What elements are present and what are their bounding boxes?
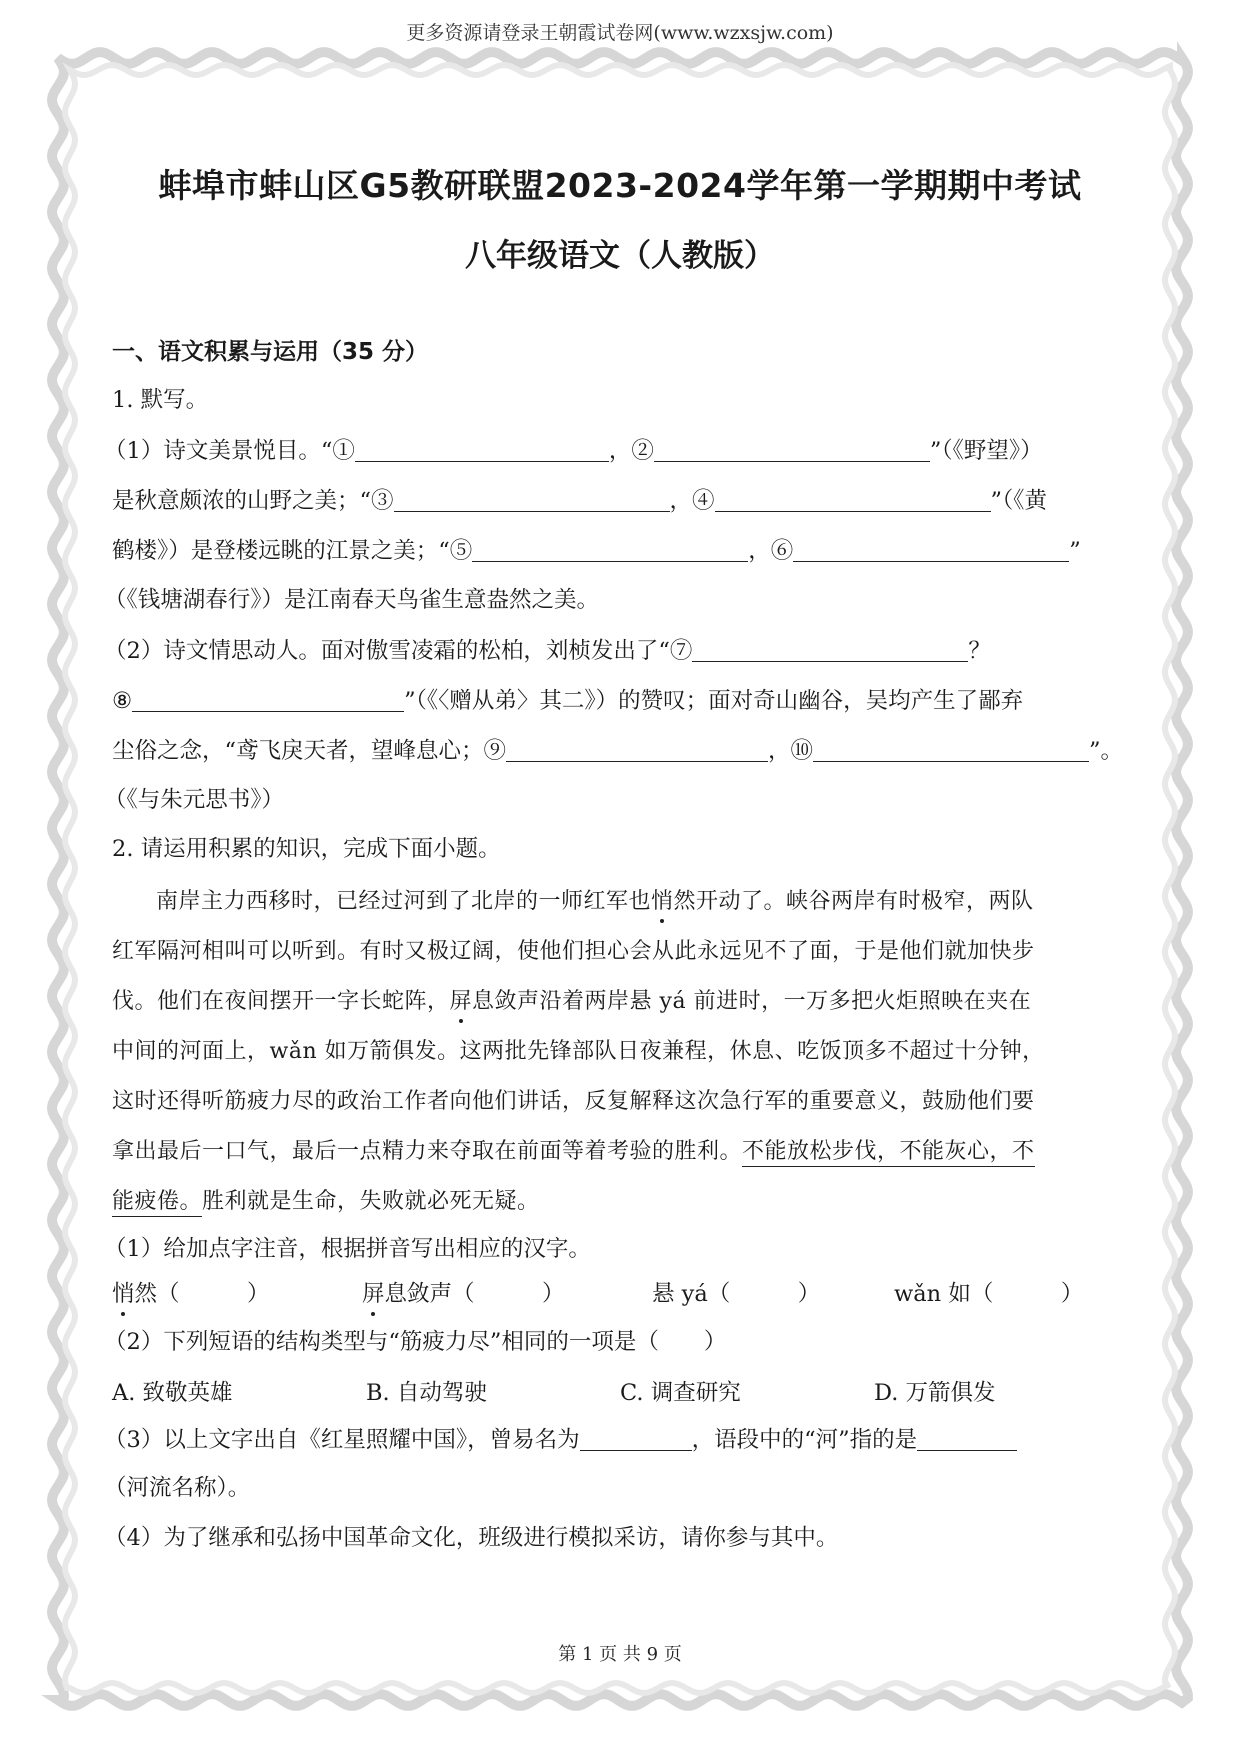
answer-blank-4[interactable] [715,489,991,512]
answer-blank-10[interactable] [813,739,1089,762]
answer-blank-5[interactable] [472,539,748,562]
text: （1）诗文美景悦目。“① [104,438,355,464]
text: ”（《〈赠从弟〉其二》）的赞叹；面对奇山幽谷，吴均产生了鄙弃 [404,688,1024,714]
section-heading: 一、语文积累与运用（35 分） [112,339,429,365]
passage-line-7 [112,1184,540,1215]
text: 伐。他们在夜间摆开一字长蛇阵， [112,989,450,1014]
option-b[interactable]: B. 自动驾驶 [366,1380,487,1406]
text: 拿出最后一口气，最后一点精力来夺取在前面等着考验的胜利。 [112,1139,743,1164]
passage-line-4: 中间的河面上，wǎn 如万箭俱发。这两批先锋部队日夜兼程，休息、吃饭顶多不超过十分钟， [112,1039,1045,1064]
question-1-stem: 1. 默写。 [112,387,209,413]
q1-line-4: （《钱塘湖春行》）是江南春天鸟雀生意盎然之美。 [104,587,600,613]
option-a[interactable]: A. 致敬英雄 [112,1380,233,1406]
passage-line-5: 这时还得听筋疲力尽的政治工作者向他们讲话，反复解释这次急行军的重要意义，鼓励他们要 [112,1089,1035,1114]
text: ，② [608,438,654,464]
text: （2）诗文情思动人。面对傲雪凌霜的松柏，刘桢发出了“⑦ [104,638,693,664]
text: ”（《黄 [990,488,1048,514]
text: ？ [968,638,991,664]
text: （3）以上文字出自《红星照耀中国》，曾易名为 [104,1427,580,1453]
q1-line-6 [112,686,1023,716]
text: 尘俗之念，“鸢飞戾天者，望峰息心；⑨ [112,738,507,764]
option-c[interactable]: C. 调查研究 [620,1380,741,1406]
answer-blank-8[interactable] [132,689,404,712]
sub-question-1: （1）给加点字注音，根据拼音写出相应的汉字。 [104,1236,591,1262]
text: ” [1069,538,1081,564]
pinyin-item-1 [112,1276,270,1308]
text: ⑧ [112,688,133,714]
question-2-stem: 2. 请运用积累的知识，完成下面小题。 [112,836,501,862]
dotted-char: 屏 [449,989,473,1014]
q1-line-1 [104,436,1043,466]
pinyin-item-3: 悬 yá（ ） [652,1281,821,1307]
answer-blank-7[interactable] [692,639,968,662]
q1-line-2 [112,486,1047,516]
pinyin-item-4: wǎn 如（ ） [894,1281,1084,1307]
option-d[interactable]: D. 万箭俱发 [874,1380,996,1406]
passage-line-3 [112,984,1031,1015]
text: ”（《野望》） [929,438,1043,464]
exam-title: 蚌埠市蚌山区G5教研联盟2023-2024学年第一学期期中考试 [158,166,1082,205]
text: ，⑩ [768,738,814,764]
passage-line-1 [156,884,1034,915]
text: 息敛声沿着两岸悬 yá 前进时，一万多把火炬照映在夹在 [472,989,1032,1014]
passage-line-2: 红军隔河相叫可以听到。有时又极辽阔，使他们担心会从此永远见不了面，于是他们就加快步 [112,939,1035,964]
sub-question-2: （2）下列短语的结构类型与“筋疲力尽”相同的一项是（ ） [104,1329,727,1355]
text: 是秋意颇浓的山野之美；“③ [112,488,394,514]
text: 然（ ） [134,1281,270,1307]
dotted-char: 悄 [112,1281,135,1307]
text: 胜利就是生命，失败就必死无疑。 [202,1189,540,1214]
q1-line-3 [112,536,1081,566]
text: ”。 [1089,738,1124,764]
dotted-char: 屏 [362,1281,385,1307]
underlined-text: 能疲倦。 [112,1189,202,1217]
text: ，④ [669,488,715,514]
passage-line-6 [112,1134,1035,1165]
q1-line-5 [104,636,991,666]
answer-blank-9[interactable] [506,739,768,762]
text: ，⑥ [748,538,794,564]
page-footer: 第 1 页 共 9 页 [558,1644,682,1665]
answer-blank-3[interactable] [394,489,670,512]
q1-line-8: （《与朱元思书》） [104,787,285,813]
text: 息敛声（ ） [384,1281,565,1307]
pinyin-item-2 [362,1276,565,1308]
underlined-text: 不能放松步伐，不能灰心，不 [742,1139,1035,1167]
q1-line-7 [112,736,1123,766]
answer-blank-6[interactable] [793,539,1069,562]
text: ，语段中的“河”指的是 [691,1427,918,1453]
sub-question-4: （4）为了继承和弘扬中国革命文化，班级进行模拟采访，请你参与其中。 [104,1525,839,1551]
answer-blank-2[interactable] [654,439,930,462]
sub-question-3 [104,1425,1017,1455]
answer-blank-1[interactable] [355,439,609,462]
exam-subtitle: 八年级语文（人教版） [465,238,775,274]
answer-blank-rename[interactable] [580,1428,692,1451]
sub-question-3-cont: （河流名称）。 [104,1475,251,1501]
answer-blank-river[interactable] [917,1428,1017,1451]
text: 鹤楼》）是登楼远眺的江景之美；“⑤ [112,538,473,564]
text: 南岸主力西移时，已经过河到了北岸的一师红军也 [156,889,652,914]
header-note: 更多资源请登录王朝霞试卷网(www.wzxsjw.com) [406,22,834,44]
dotted-char: 悄 [651,889,674,914]
text: 然开动了。峡谷两岸有时极窄，两队 [673,889,1034,914]
